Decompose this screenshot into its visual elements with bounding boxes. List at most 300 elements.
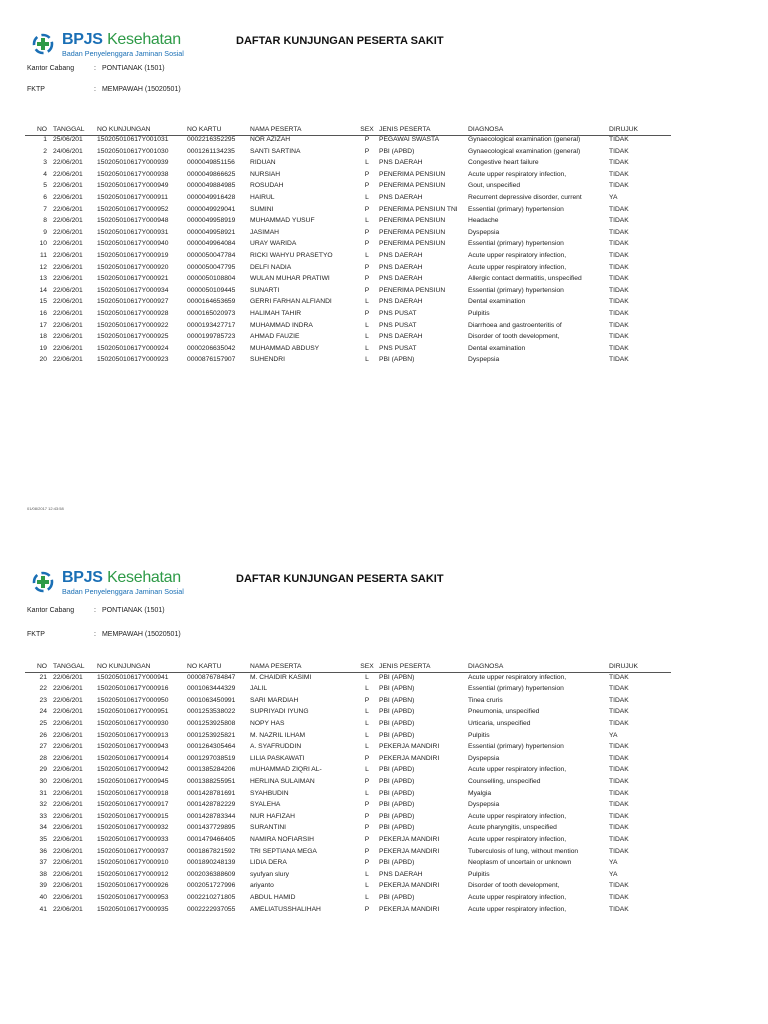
referred: TIDAK [609,673,629,681]
logo-wordmark: BPJS Kesehatan [62,31,181,48]
sex: L [365,789,369,797]
visit-number: 150205010617Y000943 [97,743,169,751]
participant-type: PBI (APBD) [379,789,415,797]
participant-type: PNS DAERAH [379,275,423,283]
participant-type: PBI (APBD) [379,777,415,785]
visit-date: 22/06/201 [53,194,83,201]
referred: TIDAK [609,719,629,727]
sex: P [364,859,370,867]
visit-date: 22/06/201 [53,240,83,248]
card-number: 0000049958919 [187,217,236,225]
visit-date: 22/06/201 [53,685,83,693]
row-no: 38 [39,870,47,878]
row-no: 8 [43,217,47,225]
referred: TIDAK [609,344,629,352]
referred: TIDAK [609,893,629,901]
sex: P [364,182,370,190]
visit-number: 150205010617Y000926 [97,882,169,890]
referred: TIDAK [609,708,629,716]
table-row [0,159,768,171]
diagnosis: Essential (primary) hypertension [468,240,564,248]
sex: P [364,812,370,820]
diagnosis: Acute upper respiratory infection, [468,835,567,843]
card-number: 0000049851156 [187,159,235,167]
card-number: 0000049884985 [187,182,236,190]
participant-type: PEKERJA MANDIRI [379,754,440,762]
participant-name: HAIRUL [250,194,275,201]
visit-date: 22/06/201 [53,321,83,329]
table-row [0,345,768,357]
visit-number: 150205010617Y000930 [97,719,169,727]
diagnosis: Pulpitis [468,731,490,739]
card-number: 0001261134235 [187,147,235,155]
referred: TIDAK [609,789,629,797]
participant-name: HALIMAH TAHIR [250,310,302,317]
logo-tagline: Badan Penyelenggara Jaminan Sosial [62,49,184,58]
referred: TIDAK [609,847,629,855]
col-header-referred: DIRUJUK [609,663,638,670]
visit-date: 22/06/201 [53,835,83,843]
card-number: 0000050047784 [187,252,236,259]
col-header-no: NO [36,663,47,670]
participant-name: AMELIATUSSHALIHAH [250,905,321,913]
participant-type: PBI (APBN) [379,685,415,693]
row-no: 32 [39,801,47,809]
col-header-no: NO [36,126,47,133]
col-header-referred: DIRUJUK [609,126,638,133]
visit-number: 150205010617Y000912 [97,870,169,878]
visit-number: 150205010617Y000928 [97,310,169,317]
row-no: 12 [39,263,47,271]
table-row [0,859,768,871]
participant-type: PENERIMA PENSIUN [379,240,446,248]
row-no: 16 [39,310,47,317]
referred: TIDAK [609,801,629,809]
participant-type: PENERIMA PENSIUN [379,182,446,190]
sex: P [364,228,370,236]
participant-type: PNS DAERAH [379,870,423,878]
diagnosis: Dental examination [468,298,526,306]
col-header-diagnosis: DIAGNOSA [468,663,504,670]
sex: L [365,673,369,681]
visit-number: 150205010617Y001030 [97,147,169,155]
referred: TIDAK [609,882,629,890]
diagnosis: Acute pharyngitis, unspecified [468,824,557,832]
visit-date: 22/06/201 [53,356,83,364]
participant-type: PBI (APBD) [379,708,415,716]
sex: P [364,136,370,143]
diagnosis: Dyspepsia [468,801,500,809]
table-row [0,882,768,894]
participant-name: mUHAMMAD ZIQRI AL- [250,766,322,774]
participant-name: JALIL [250,685,268,693]
diagnosis: Gout, unspecified [468,182,521,190]
referred: TIDAK [609,835,629,843]
row-no: 17 [39,321,47,329]
participant-type: PNS PUSAT [379,344,417,352]
table-row [0,836,768,848]
referred: TIDAK [609,824,629,832]
row-no: 20 [39,356,47,364]
table-row [0,813,768,825]
row-no: 36 [39,847,47,855]
sex: L [365,344,369,352]
participant-name: NOPY HAS [250,719,285,727]
row-no: 11 [40,252,47,259]
visit-number: 150205010617Y000939 [97,159,169,167]
referred: TIDAK [609,136,629,143]
visit-date: 22/06/201 [53,205,83,213]
diagnosis: Allergic contact dermatitis, unspecified [468,275,582,283]
visit-date: 22/06/201 [53,170,83,178]
table-row [0,194,768,206]
row-no: 21 [39,673,47,681]
card-number: 0000193427717 [187,321,236,329]
logo-tagline: Badan Penyelenggara Jaminan Sosial [62,587,184,596]
card-number: 0001388255951 [187,777,236,785]
participant-type: PENERIMA PENSIUN [379,217,446,225]
sex: P [364,754,370,762]
row-no: 37 [39,859,47,867]
referred: TIDAK [609,159,629,167]
visit-number: 150205010617Y000917 [97,801,169,809]
visit-number: 150205010617Y000942 [97,766,169,774]
visit-date: 22/06/201 [53,310,83,317]
visit-number: 150205010617Y000913 [97,731,169,739]
visit-number: 150205010617Y000953 [97,893,169,901]
print-timestamp: 01/08/2017 12:43:58 [27,506,64,511]
row-no: 41 [39,905,47,913]
participant-type: PEKERJA MANDIRI [379,743,440,751]
card-number: 0001428783344 [187,812,236,820]
card-number: 0002210271805 [187,893,236,901]
card-number: 0001253925808 [187,719,236,727]
participant-name: TRI SEPTIANA MEGA [250,847,317,855]
visit-date: 22/06/201 [53,859,83,867]
card-number: 0002036388609 [187,870,236,878]
sex: L [365,708,369,716]
participant-name: SUPRIYADI IYUNG [250,708,309,716]
participant-name: SUHENDRI [250,356,285,364]
row-no: 7 [43,205,47,213]
table-row [0,171,768,183]
referred: YA [609,194,618,201]
participant-type: PENERIMA PENSIUN [379,286,446,294]
participant-name: RICKI WAHYU PRASETYO [250,252,333,259]
referred: TIDAK [609,310,629,317]
participant-name: MUHAMMAD YUSUF [250,217,315,225]
diagnosis: Essential (primary) hypertension [468,286,564,294]
visit-date: 22/06/201 [53,333,83,341]
sex: L [365,321,369,329]
participant-name: DELFI NADIA [250,263,292,271]
sex: P [364,310,370,317]
card-number: 0000049916428 [187,194,236,201]
participant-name: ABDUL HAMID [250,893,296,901]
participant-type: PEKERJA MANDIRI [379,835,440,843]
visit-date: 22/06/201 [53,298,83,306]
row-no: 26 [39,731,47,739]
participant-type: PNS PUSAT [379,310,417,317]
participant-name: A. SYAFRUDDIN [250,743,302,751]
sex: L [365,194,369,201]
visit-date: 22/06/201 [53,159,83,167]
table-row [0,136,768,148]
referred: TIDAK [609,228,629,236]
participant-type: PBI (APBD) [379,719,415,727]
visit-date: 22/06/201 [53,252,83,259]
table-row [0,356,768,368]
diagnosis: Recurrent depressive disorder, current [468,194,582,201]
participant-name: WULAN MUHAR PRATIWI [250,275,330,283]
sex: L [365,217,369,225]
referred: YA [609,731,618,739]
visit-number: 150205010617Y000922 [97,321,169,329]
visit-date: 22/06/201 [53,882,83,890]
row-no: 2 [43,147,47,155]
table-row [0,720,768,732]
table-row [0,674,768,686]
row-no: 27 [39,743,47,751]
diagnosis: Acute upper respiratory infection, [468,766,567,774]
sex: P [364,847,370,855]
participant-name: M. CHAIDIR KASIMI [250,673,312,681]
visit-number: 150205010617Y000916 [97,685,169,693]
diagnosis: Disorder of tooth development, [468,882,560,890]
table-row [0,206,768,218]
referred: TIDAK [609,754,629,762]
sex: P [364,777,370,785]
diagnosis: Acute upper respiratory infection, [468,812,567,820]
participant-name: SUMINI [250,205,274,213]
sex: P [364,801,370,809]
visit-date: 22/06/201 [53,708,83,716]
visit-date: 22/06/201 [53,766,83,774]
referred: TIDAK [609,766,629,774]
card-number: 0001428781691 [187,789,236,797]
visit-date: 22/06/201 [53,847,83,855]
referred: TIDAK [609,685,629,693]
participant-name: ROSUDAH [250,182,284,190]
participant-type: PBI (APBD) [379,731,415,739]
table-row [0,708,768,720]
diagnosis: Disorder of tooth development, [468,333,560,341]
visit-number: 150205010617Y000935 [97,905,169,913]
sex: L [365,870,369,878]
diagnosis: Acute upper respiratory infection, [468,263,567,271]
referred: TIDAK [609,905,629,913]
participant-name: URAY WARIDA [250,240,297,248]
diagnosis: Dyspepsia [468,356,500,364]
visit-number: 150205010617Y000920 [97,263,169,271]
table-row [0,755,768,767]
referred: TIDAK [609,298,629,306]
participant-name: JASIMAH [250,228,279,236]
table-row [0,732,768,744]
sex: P [364,286,370,294]
referred: TIDAK [609,240,629,248]
participant-name: syufyan slury [250,870,290,878]
diagnosis: Acute upper respiratory infection, [468,252,567,259]
referred: TIDAK [609,170,629,178]
sex: L [365,882,369,890]
visit-date: 22/06/201 [53,754,83,762]
visit-date: 22/06/201 [53,182,83,190]
card-number: 0001385284206 [187,766,236,774]
sex: L [365,252,369,259]
participant-type: PBI (APBD) [379,812,415,820]
card-number: 0001437729895 [187,824,236,832]
sex: P [364,263,370,271]
participant-name: NOR AZIZAH [250,136,291,143]
visit-date: 22/06/201 [53,777,83,785]
bpjs-emblem-icon [32,571,54,593]
table-row [0,148,768,160]
row-no: 14 [39,286,47,294]
visit-number: 150205010617Y000923 [97,356,169,364]
visit-date: 22/06/201 [53,743,83,751]
visit-date: 22/06/201 [53,696,83,704]
table-row [0,766,768,778]
row-no: 34 [39,824,47,832]
table-row [0,894,768,906]
row-no: 28 [39,754,47,762]
card-number: 0000206635042 [187,344,236,352]
table-row [0,743,768,755]
participant-type: PEGAWAI SWASTA [379,136,440,143]
row-no: 22 [39,685,47,693]
sex: P [364,905,370,913]
visit-date: 22/06/201 [53,263,83,271]
row-no: 10 [39,240,47,248]
visit-number: 150205010617Y000918 [97,789,169,797]
referred: TIDAK [609,812,629,820]
card-number: 0001428782229 [187,801,236,809]
referred: TIDAK [609,182,629,190]
diagnosis: Dental examination [468,344,526,352]
visit-number: 150205010617Y000932 [97,824,169,832]
diagnosis: Tinea cruris [468,696,503,704]
diagnosis: Essential (primary) hypertension [468,743,564,751]
diagnosis: Acute upper respiratory infection, [468,893,567,901]
card-number: 0000049964084 [187,240,236,248]
row-no: 35 [39,835,47,843]
sex: L [365,766,369,774]
kantor-cabang-label: Kantor Cabang [27,607,75,614]
referred: TIDAK [609,777,629,785]
participant-type: PENERIMA PENSIUN [379,228,446,236]
visit-number: 150205010617Y000937 [97,847,169,855]
participant-type: PENERIMA PENSIUN TNI [379,205,458,213]
card-number: 0000164653659 [187,298,236,306]
card-number: 0001253925821 [187,731,236,739]
card-number: 0001063444329 [187,685,236,693]
participant-type: PNS DAERAH [379,263,423,271]
kantor-cabang-value: : PONTIANAK (1501) [94,607,165,614]
referred: TIDAK [609,263,629,271]
diagnosis: Tuberculosis of lung, without mention [468,847,579,855]
card-number: 0001063450991 [187,696,236,704]
visit-date: 22/06/201 [53,228,83,236]
visit-date: 22/06/201 [53,731,83,739]
visit-date: 22/06/201 [53,905,83,913]
sex: L [365,356,369,364]
visit-number: 150205010617Y000940 [97,240,169,248]
visit-date: 22/06/201 [53,217,83,225]
visit-number: 150205010617Y000919 [97,252,169,259]
table-row [0,298,768,310]
participant-type: PBI (APBD) [379,801,415,809]
card-number: 0000050047795 [187,263,236,271]
visit-number: 150205010617Y000914 [97,754,169,762]
visit-date: 22/06/201 [53,789,83,797]
fktp-label: FKTP [27,86,45,93]
table-row [0,906,768,918]
row-no: 5 [43,182,47,190]
visit-date: 24/06/201 [53,147,83,155]
card-number: 0001264305464 [187,743,236,751]
sex: P [364,275,370,283]
table-row [0,871,768,883]
table-row [0,182,768,194]
visit-number: 150205010617Y001031 [97,136,169,143]
referred: TIDAK [609,286,629,294]
fktp-value: : MEMPAWAH (15020501) [94,631,181,638]
card-number: 0000199785723 [187,333,236,341]
sex: L [365,731,369,739]
diagnosis: Counselling, unspecified [468,777,541,785]
kantor-cabang-label: Kantor Cabang [27,65,75,72]
diagnosis: Acute upper respiratory infection, [468,170,567,178]
row-no: 40 [39,893,47,901]
card-number: 0000876784847 [187,673,236,681]
kantor-cabang-value: : PONTIANAK (1501) [94,65,165,72]
sex: L [365,893,369,901]
diagnosis: Gynaecological examination (general) [468,147,581,155]
col-header-participant-type: JENIS PESERTA [379,663,431,670]
row-no: 39 [39,882,47,890]
col-header-name: NAMA PESERTA [250,126,302,133]
participant-type: PBI (APBD) [379,893,415,901]
visit-number: 150205010617Y000948 [97,217,169,225]
table-row [0,310,768,322]
row-no: 25 [39,719,47,727]
table-row [0,697,768,709]
table-row [0,217,768,229]
referred: TIDAK [609,217,629,225]
participant-name: M. NAZRIL ILHAM [250,731,306,739]
referred: TIDAK [609,696,629,704]
participant-name: NAMIRA NOFIARSIH [250,835,314,843]
referred: TIDAK [609,743,629,751]
row-no: 33 [39,812,47,820]
visit-date: 22/06/201 [53,801,83,809]
participant-name: SYAHBUDIN [250,789,289,797]
referred: YA [609,870,618,878]
col-header-sex: SEX [360,126,374,133]
card-number: 0001890248139 [187,859,236,867]
sex: L [365,685,369,693]
visit-date: 22/06/201 [53,893,83,901]
col-header-diagnosis: DIAGNOSA [468,126,504,133]
diagnosis: Myalgia [468,789,492,797]
diagnosis: Neoplasm of uncertain or unknown [468,859,572,867]
visit-date: 22/06/201 [53,344,83,352]
table-row [0,229,768,241]
visit-date: 22/06/201 [53,275,83,283]
referred: TIDAK [609,321,629,329]
row-no: 23 [39,696,47,704]
